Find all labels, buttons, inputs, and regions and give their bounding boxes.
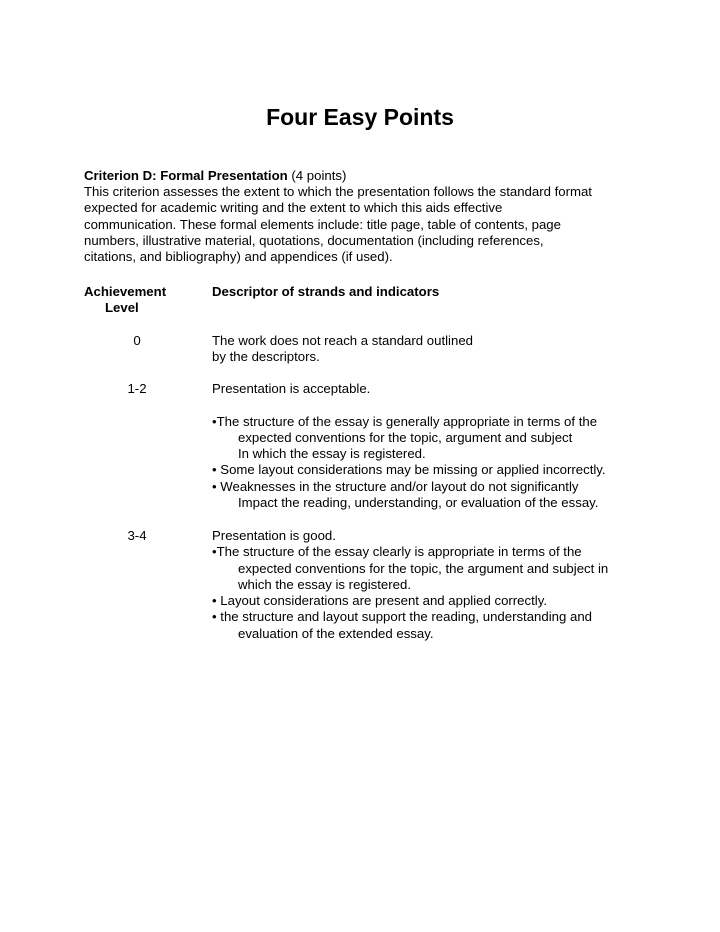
descriptor-line: • the structure and layout support the reading, understanding and [212,609,592,625]
criterion-description [84,184,644,265]
descriptor-blank-line [212,397,652,413]
criterion-description-line: citations, and bibliography) and appendices (if used). [84,249,393,265]
descriptor-level-0 [212,333,652,366]
header-level: Level [105,300,139,315]
descriptor-line: • Weaknesses in the structure and/or layout do not significantly [212,478,579,494]
descriptor-line: expected conventions for the topic, argument and subject [238,429,573,445]
level-3-4: 3-4 [127,528,147,543]
criterion-heading [84,168,644,184]
descriptor-line: • Some layout considerations may be missing or applied incorrectly. [212,462,606,478]
descriptor-line: which the essay is registered. [238,576,411,592]
header-descriptor: Descriptor of strands and indicators [212,284,440,299]
criterion-description-line: numbers, illustrative material, quotations, documentation (including references, [84,232,544,248]
descriptor-line: evaluation of the extended essay. [238,625,434,641]
level-1-2: 1-2 [127,381,147,396]
criterion-description-line: expected for academic writing and the extent to which this aids effective [84,200,503,216]
page-title: Four Easy Points [266,104,454,130]
descriptor-line: Impact the reading, understanding, or evaluation of the essay. [238,495,599,511]
criterion-description-line: communication. These formal elements include: title page, table of contents, page [84,216,561,232]
descriptor-line: expected conventions for the topic, the argument and subject in [238,560,609,576]
criterion-description-line: This criterion assesses the extent to which the presentation follows the standard format [84,184,592,199]
criterion-heading-points: (4 points) [291,168,347,183]
descriptor-line: • Layout considerations are present and applied correctly. [212,593,547,609]
header-achievement: Achievement [84,284,167,299]
level-0: 0 [133,333,141,348]
descriptor-line: The work does not reach a standard outlined [212,333,473,348]
descriptor-level-1-2 [212,381,652,511]
descriptor-line: •The structure of the essay clearly is appropriate in terms of the [212,544,582,560]
descriptor-line: •The structure of the essay is generally appropriate in terms of the [212,413,598,429]
descriptor-line: Presentation is good. [212,528,336,543]
criterion-heading-title: Criterion D: Formal Presentation [84,168,288,183]
descriptor-line: Presentation is acceptable. [212,381,371,396]
descriptor-line: In which the essay is registered. [238,446,426,462]
descriptor-line: by the descriptors. [212,349,320,365]
descriptor-level-3-4 [212,528,652,642]
